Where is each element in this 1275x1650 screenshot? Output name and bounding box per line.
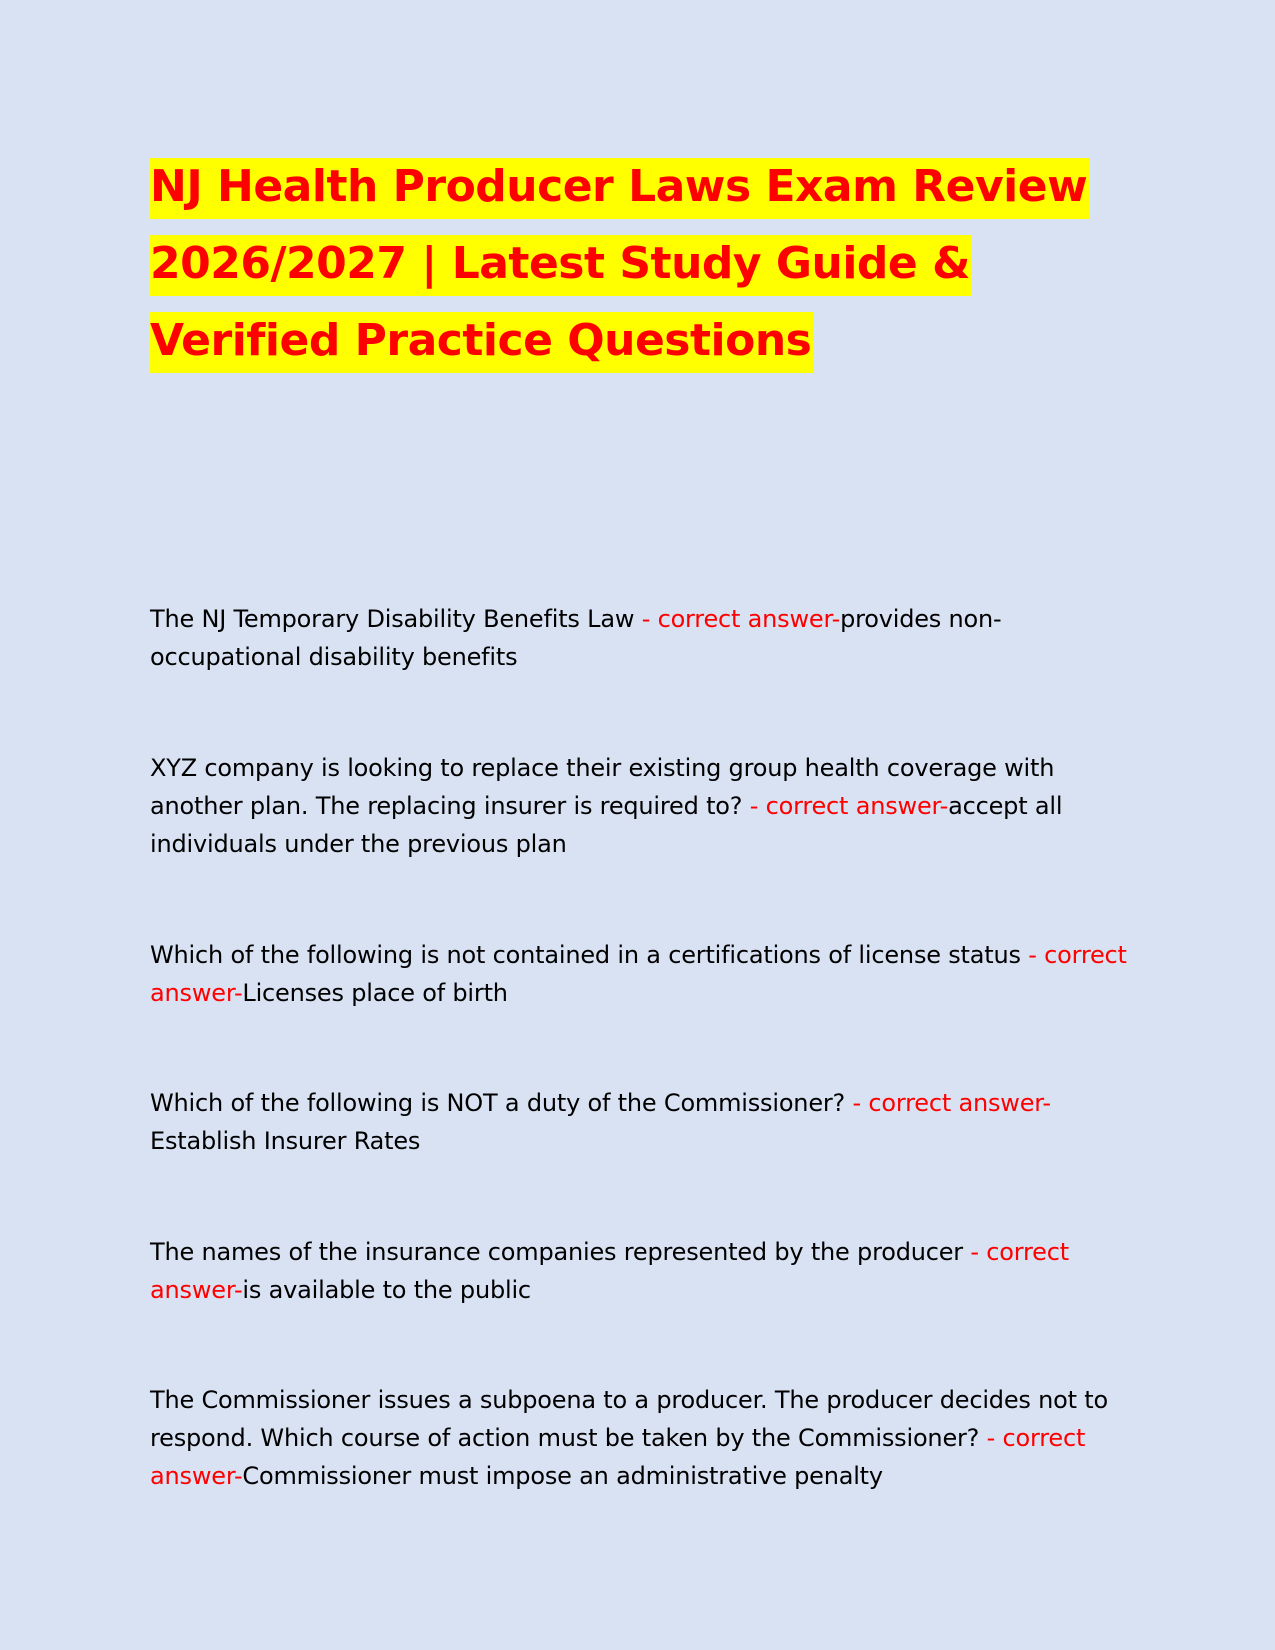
qa-item-4 bbox=[150, 1084, 1130, 1160]
question-text: The names of the insurance companies represented by the producer bbox=[150, 1238, 971, 1266]
answer-text: Commissioner must impose an administrative penalty bbox=[242, 1462, 883, 1490]
qa-item-3 bbox=[150, 936, 1130, 1012]
qa-item-6 bbox=[150, 1381, 1130, 1495]
title-line-2 bbox=[150, 225, 1150, 302]
qa-item-1 bbox=[150, 600, 1130, 676]
correct-answer-marker: - correct answer- bbox=[150, 1424, 1086, 1490]
correct-answer-marker: - correct answer- bbox=[641, 605, 841, 633]
answer-text: Establish Insurer Rates bbox=[150, 1127, 421, 1155]
correct-answer-marker: - correct answer- bbox=[852, 1089, 1051, 1117]
title-highlight-1: NJ Health Producer Laws Exam Review bbox=[150, 158, 1089, 219]
title-highlight-2: 2026/2027 | Latest Study Guide & bbox=[150, 235, 972, 296]
correct-answer-marker: - correct answer- bbox=[749, 792, 949, 820]
title-line-3 bbox=[150, 302, 1150, 379]
answer-text: accept all individuals under the previous plan bbox=[150, 792, 1063, 858]
correct-answer-marker: - correct answer- bbox=[150, 1238, 1069, 1304]
question-text: Which of the following is not contained in a certifications of license status bbox=[150, 941, 1029, 969]
title-highlight-3: Verified Practice Questions bbox=[150, 312, 813, 373]
question-text: The Commissioner issues a subpoena to a producer. The producer decides not to respond. Which course of action must be taken by the Commissioner? bbox=[150, 1386, 1108, 1452]
qa-item-2 bbox=[150, 749, 1130, 863]
document-title bbox=[150, 148, 1150, 379]
answer-text: provides non-occupational disability benefits bbox=[150, 605, 1002, 671]
correct-answer-marker: - correct answer- bbox=[150, 941, 1127, 1007]
question-text: The NJ Temporary Disability Benefits Law bbox=[150, 605, 642, 633]
answer-text: is available to the public bbox=[242, 1276, 531, 1304]
title-line-1 bbox=[150, 148, 1150, 225]
qa-item-5 bbox=[150, 1233, 1130, 1309]
answer-text: Licenses place of birth bbox=[242, 979, 508, 1007]
question-text: XYZ company is looking to replace their existing group health coverage with another plan. The replacing insurer is required to? bbox=[150, 754, 1055, 820]
question-text: Which of the following is NOT a duty of the Commissioner? bbox=[150, 1089, 853, 1117]
